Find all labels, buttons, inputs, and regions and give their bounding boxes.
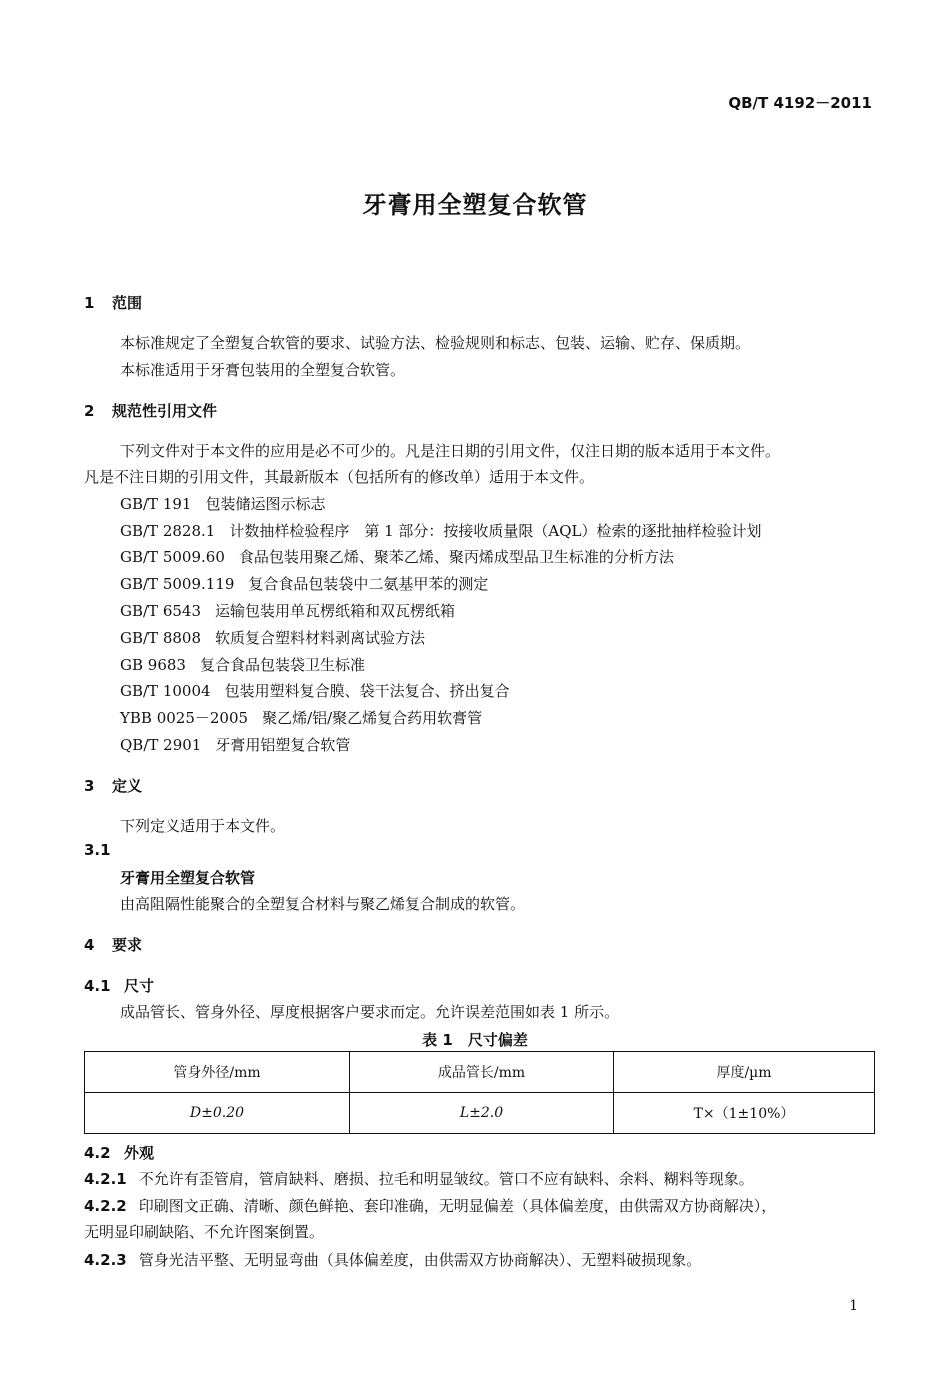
clause-4-2-3 — [84, 1249, 701, 1270]
dimension-tolerance-table — [84, 1051, 875, 1134]
reference-title: 计数抽样检验程序 第 1 部分：按接收质量限（AQL）检索的逐批抽样检验计划 — [229, 522, 762, 540]
clause-number: 4.2.3 — [84, 1251, 127, 1269]
section-3-heading — [84, 775, 142, 796]
page-number: 1 — [849, 1298, 858, 1314]
scope-paragraph-1: 本标准规定了全塑复合软管的要求、试验方法、检验规则和标志、包装、运输、贮存、保质期。 — [120, 334, 751, 352]
references-intro-line-2: 凡是不注日期的引用文件，其最新版本（包括所有的修改单）适用于本文件。 — [84, 468, 595, 486]
section-title: 要求 — [112, 936, 143, 954]
reference-code: GB/T 5009.60 — [120, 548, 225, 566]
reference-item — [120, 600, 455, 621]
reference-title: 食品包装用聚乙烯、聚苯乙烯、聚丙烯成型品卫生标准的分析方法 — [238, 548, 674, 566]
reference-code: GB/T 8808 — [120, 629, 202, 647]
subsection-title: 外观 — [124, 1144, 155, 1162]
clause-text: 不允许有歪管肩，管肩缺料、磨损、拉毛和明显皱纹。管口不应有缺料、余料、糊料等现象。 — [138, 1170, 754, 1188]
table-header-cell: 成品管长/mm — [350, 1052, 614, 1093]
subsection-number: 4.2 — [84, 1144, 111, 1162]
section-1-heading — [84, 292, 142, 313]
reference-code: GB/T 191 — [120, 495, 192, 513]
reference-item — [120, 707, 482, 728]
subsection-title: 尺寸 — [124, 977, 155, 995]
clause-number: 4.2.1 — [84, 1170, 127, 1188]
clause-number: 4.2.2 — [84, 1197, 127, 1215]
section-title: 规范性引用文件 — [112, 402, 218, 420]
reference-title: 包装用塑料复合膜、袋干法复合、挤出复合 — [224, 682, 510, 700]
subsection-4-2-heading — [84, 1142, 154, 1163]
reference-item — [120, 627, 425, 648]
clause-text: 管身光洁平整、无明显弯曲（具体偏差度，由供需双方协商解决）、无塑料破损现象。 — [138, 1251, 702, 1269]
reference-title: 复合食品包装袋卫生标准 — [199, 656, 365, 674]
table-cell: L±2.0 — [350, 1093, 614, 1134]
reference-title: 软质复合塑料材料剥离试验方法 — [215, 629, 426, 647]
section-number: 4 — [84, 936, 95, 954]
reference-title: 包装储运图示标志 — [205, 495, 326, 513]
subsection-4-1-heading — [84, 975, 154, 996]
reference-code: QB/T 2901 — [120, 736, 202, 754]
section-number: 3 — [84, 777, 95, 795]
reference-item — [120, 546, 674, 567]
reference-item — [120, 734, 350, 755]
clause-text: 印刷图文正确、清晰、颜色鲜艳、套印准确，无明显偏差（具体偏差度，由供需双方协商解决）， — [138, 1197, 777, 1215]
term-definition: 由高阻隔性能聚合的全塑复合材料与聚乙烯复合制成的软管。 — [120, 895, 526, 913]
defined-term: 牙膏用全塑复合软管 — [120, 869, 256, 887]
reference-code: GB/T 5009.119 — [120, 575, 235, 593]
standard-code: QB/T 4192－2011 — [728, 94, 872, 112]
table-caption: 表 1 尺寸偏差 — [422, 1031, 528, 1049]
reference-item — [120, 520, 762, 541]
section-number: 2 — [84, 402, 95, 420]
reference-item — [120, 573, 488, 594]
reference-code: GB 9683 — [120, 656, 186, 674]
section-number: 1 — [84, 294, 95, 312]
reference-item — [120, 680, 510, 701]
reference-code: GB/T 10004 — [120, 682, 211, 700]
reference-title: 运输包装用单瓦楞纸箱和双瓦楞纸箱 — [215, 602, 456, 620]
definitions-intro: 下列定义适用于本文件。 — [120, 817, 286, 835]
clause-4-2-2-continuation: 无明显印刷缺陷、不允许图案倒置。 — [84, 1223, 325, 1241]
reference-item — [120, 493, 325, 514]
reference-title: 牙膏用铝塑复合软管 — [215, 736, 351, 754]
reference-code: GB/T 6543 — [120, 602, 202, 620]
section-title: 范围 — [112, 294, 143, 312]
section-title: 定义 — [112, 777, 143, 795]
table-cell: T×（1±10%） — [614, 1093, 875, 1134]
table-header-cell: 厚度/µm — [614, 1052, 875, 1093]
reference-title: 聚乙烯/铝/聚乙烯复合药用软膏管 — [262, 709, 483, 727]
reference-item — [120, 654, 365, 675]
subsection-3-1-number: 3.1 — [84, 841, 111, 859]
table-cell: D±0.20 — [85, 1093, 350, 1134]
reference-code: GB/T 2828.1 — [120, 522, 216, 540]
subsection-number: 4.1 — [84, 977, 111, 995]
dimension-text: 成品管长、管身外径、厚度根据客户要求而定。允许误差范围如表 1 所示。 — [120, 1003, 620, 1021]
section-4-heading — [84, 934, 142, 955]
references-intro-line-1: 下列文件对于本文件的应用是必不可少的。凡是注日期的引用文件，仅注日期的版本适用于本文件。 — [120, 442, 781, 460]
reference-code: YBB 0025－2005 — [120, 709, 249, 727]
scope-paragraph-2: 本标准适用于牙膏包装用的全塑复合软管。 — [120, 361, 406, 379]
table-header-row — [85, 1052, 875, 1093]
document-title: 牙膏用全塑复合软管 — [362, 191, 588, 219]
reference-title: 复合食品包装袋中二氨基甲苯的测定 — [248, 575, 489, 593]
table-row — [85, 1093, 875, 1134]
clause-4-2-2 — [84, 1195, 776, 1216]
table-header-cell: 管身外径/mm — [85, 1052, 350, 1093]
section-2-heading — [84, 400, 217, 421]
clause-4-2-1 — [84, 1168, 754, 1189]
